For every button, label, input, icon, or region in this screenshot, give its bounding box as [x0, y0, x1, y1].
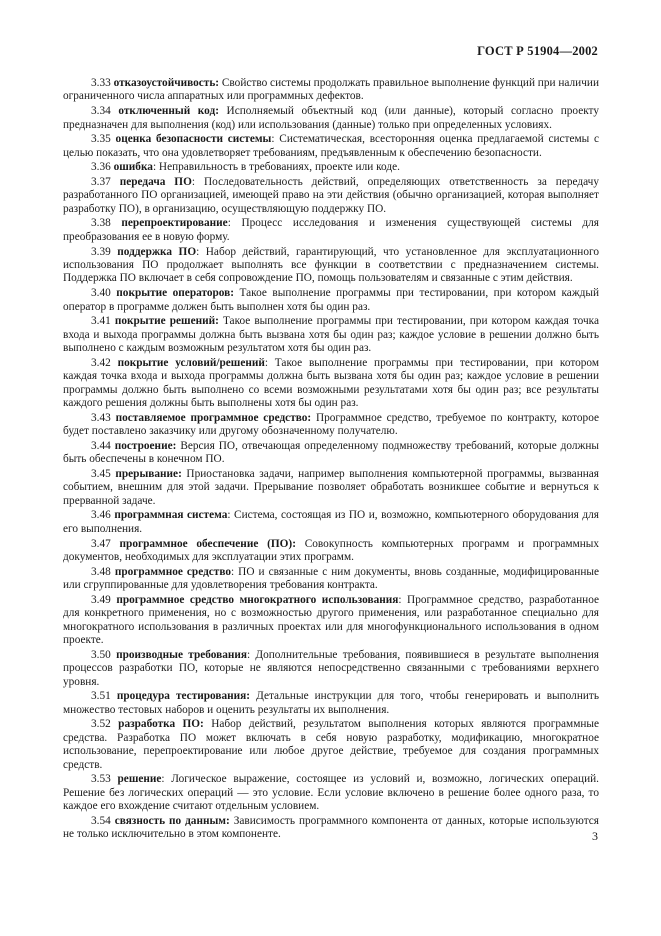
definition-entry [63, 815, 599, 842]
entry-term: программное средство [114, 565, 232, 578]
entry-term: разработка ПО: [118, 718, 204, 731]
entry-number: 3.40 [91, 287, 111, 300]
entry-term: передача ПО [119, 175, 192, 188]
definition-entry [63, 649, 599, 689]
entry-text: Исполняемый объектный код (или данные), который согласно проекту предназначен для выполнения (код) или использования (данные) только при определенных условиях. [63, 105, 599, 131]
entry-term: программное средство многократного использования [116, 593, 399, 606]
definition-entry [63, 718, 599, 772]
entry-number: 3.50 [91, 648, 111, 661]
entry-text: : Последовательность действий, определяющих ответственность за передачу разработанного ПО организацией, имеющей право на эти действия (обычно организацией, которая выполняет разработку ПО), в организацию, осуществляющую поддержку ПО. [63, 175, 600, 215]
entry-term: отказоустойчивость: [113, 77, 220, 89]
entry-term: оценка безопасности системы [115, 133, 272, 146]
entry-text: : Неправильность в требованиях, проекте или коде. [152, 161, 400, 174]
definition-entry [63, 690, 599, 717]
entry-number: 3.45 [91, 467, 111, 480]
entry-term: поддержка ПО [117, 245, 197, 258]
entry-term: ошибка [113, 161, 153, 174]
entry-text: : Программное средство, разработанное для конкретного применения, но с возможностью другого применения, или разработанное специально для многократного использования в различных проектах или для многофункционального использования в одном проекте. [63, 593, 599, 647]
definitions-list [63, 77, 599, 843]
entry-text: Такое выполнение программы при тестировании, при котором каждая точка входа и выхода программы должна быть вызвана хотя бы один раз; каждое условие в решении должно быть выполнено с каждым возможным результатом хотя бы один раз. [63, 315, 599, 355]
entry-number: 3.44 [91, 439, 111, 452]
entry-number: 3.38 [91, 217, 111, 230]
standard-header: ГОСТ Р 51904—2002 [477, 44, 598, 58]
definition-entry [63, 246, 599, 286]
entry-text: : ПО и связанные с ним документы, вновь созданные, модифицированные или сгруппированные для удовлетворения требования контракта. [63, 565, 599, 592]
definition-entry [63, 357, 599, 411]
entry-number: 3.36 [91, 161, 111, 174]
definition-entry [63, 594, 599, 648]
entry-term: решение [117, 773, 162, 786]
entry-text: : Система, состоящая из ПО и, возможно, компьютерного оборудования для его выполнения. [63, 509, 599, 535]
definition-entry [63, 773, 599, 813]
definition-entry [63, 538, 599, 565]
entry-term: программное обеспечение (ПО): [119, 537, 296, 550]
entry-number: 3.46 [91, 509, 111, 522]
entry-text: : Логическое выражение, состоящее из условий и, возможно, логических операций. Решение без логических операций — это условие. Если условие включено в решение более одного раза, то каждое его вхождение считают отдельным условием. [63, 773, 600, 813]
entry-text: Свойство системы продолжать правильное выполнение функций при наличии ограниченного числа аппаратных или программных дефектов. [63, 77, 599, 103]
definition-entry [63, 468, 599, 508]
entry-number: 3.54 [91, 814, 111, 827]
definition-entry [63, 133, 599, 160]
definition-entry [63, 77, 599, 104]
entry-number: 3.34 [91, 105, 111, 118]
entry-text: : Дополнительные требования, появившиеся в результате выполнения процессов разработки ПО, которые не являются непосредственно связанными с требованиями верхнего уровня. [63, 648, 599, 688]
entry-number: 3.51 [91, 690, 111, 703]
entry-term: покрытие операторов: [116, 287, 235, 300]
entry-term: поставляемое программное средство: [115, 411, 312, 424]
entry-text: : Систематическая, всесторонняя оценка предлагаемой системы с целью показать, что она удовлетворяет требованиям, предъявленным к обеспечению безопасности. [63, 133, 600, 159]
entry-number: 3.43 [91, 411, 111, 424]
entry-number: 3.42 [91, 356, 111, 369]
entry-text: : Такое выполнение программы при тестировании, при котором каждая точка входа и выхода программы должна быть вызвана хотя бы один раз; каждое условие в решении программы должно быть выполнено со всеми возможными результатами хотя бы один раз; все результаты каждого решения должны быть выполнены хотя бы один раз. [63, 356, 599, 410]
entry-text: : Набор действий, гарантирующий, что установленное для эксплуатационного использования ПО продолжает выполнять все функции в соответствии с предназначением системы. Поддержка ПО включает в себя сопровождение ПО, помощь пользователям и связанные с этим действия. [63, 245, 600, 285]
definition-entry [63, 217, 599, 244]
definition-entry [63, 287, 599, 314]
entry-number: 3.49 [91, 593, 111, 606]
entry-number: 3.41 [91, 315, 111, 328]
entry-term: производные требования [116, 648, 247, 661]
entry-term: процедура тестирования: [116, 690, 251, 703]
entry-term: построение: [114, 439, 177, 452]
entry-text: Детальные инструкции для того, чтобы генерировать и выполнить множество тестовых наборов и оценить результаты их выполнения. [63, 690, 599, 716]
entry-text: Приостановка задачи, например выполнения компьютерной программы, вызванная событием, внешним для этой задачи. Прерывание позволяет обработать возникшее событие и вернуться к прерванной задаче. [63, 467, 599, 507]
definition-entry [63, 161, 599, 174]
entry-number: 3.37 [91, 175, 111, 188]
definition-entry [63, 315, 599, 355]
page-number: 3 [592, 829, 598, 843]
entry-text: Совокупность компьютерных программ и программных документов, необходимых для эксплуатации этих программ. [63, 537, 600, 564]
entry-term: отключенный код: [118, 105, 219, 118]
entry-term: прерывание: [115, 467, 182, 480]
entry-number: 3.53 [91, 773, 111, 786]
entry-number: 3.47 [91, 537, 111, 550]
entry-text: Версия ПО, отвечающая определенному подмножеству требований, которые должны быть обеспечены в конечном ПО. [63, 439, 599, 466]
entry-text: Набор действий, результатом выполнения которых являются программные средства. Разработка ПО может включать в себя новую разработку, модификацию, многократное использование, перепроектирование или любое другое действие, требуемое для создания программных средств. [63, 718, 599, 771]
definition-entry [63, 105, 599, 132]
entry-number: 3.33 [91, 77, 111, 89]
entry-term: покрытие решений: [114, 315, 219, 328]
entry-term: перепроектирование [121, 217, 228, 230]
entry-number: 3.48 [91, 565, 111, 578]
definition-entry [63, 412, 599, 439]
entry-text: : Процесс исследования и изменения существующей системы для преобразования ее в новую форму. [63, 217, 599, 243]
entry-number: 3.35 [91, 133, 111, 146]
entry-number: 3.52 [91, 718, 111, 731]
entry-text: Зависимость программного компонента от данных, которые используются не только исключительно в этом компоненте. [63, 814, 600, 841]
definition-entry [63, 176, 599, 216]
entry-term: программная система [114, 509, 228, 522]
entry-term: связность по данным: [114, 814, 230, 827]
entry-text: Программное средство, требуемое по контракту, которое будет поставлено заказчику или другому обозначенному получателю. [63, 411, 600, 438]
entry-text: Такое выполнение программы при тестировании, при котором каждый оператор в программе должен быть выполнен хотя бы один раз. [63, 287, 600, 313]
definition-entry [63, 509, 599, 536]
definition-entry [63, 566, 599, 593]
definition-entry [63, 440, 599, 467]
entry-term: покрытие условий/решений [117, 356, 265, 369]
entry-number: 3.39 [91, 245, 111, 258]
